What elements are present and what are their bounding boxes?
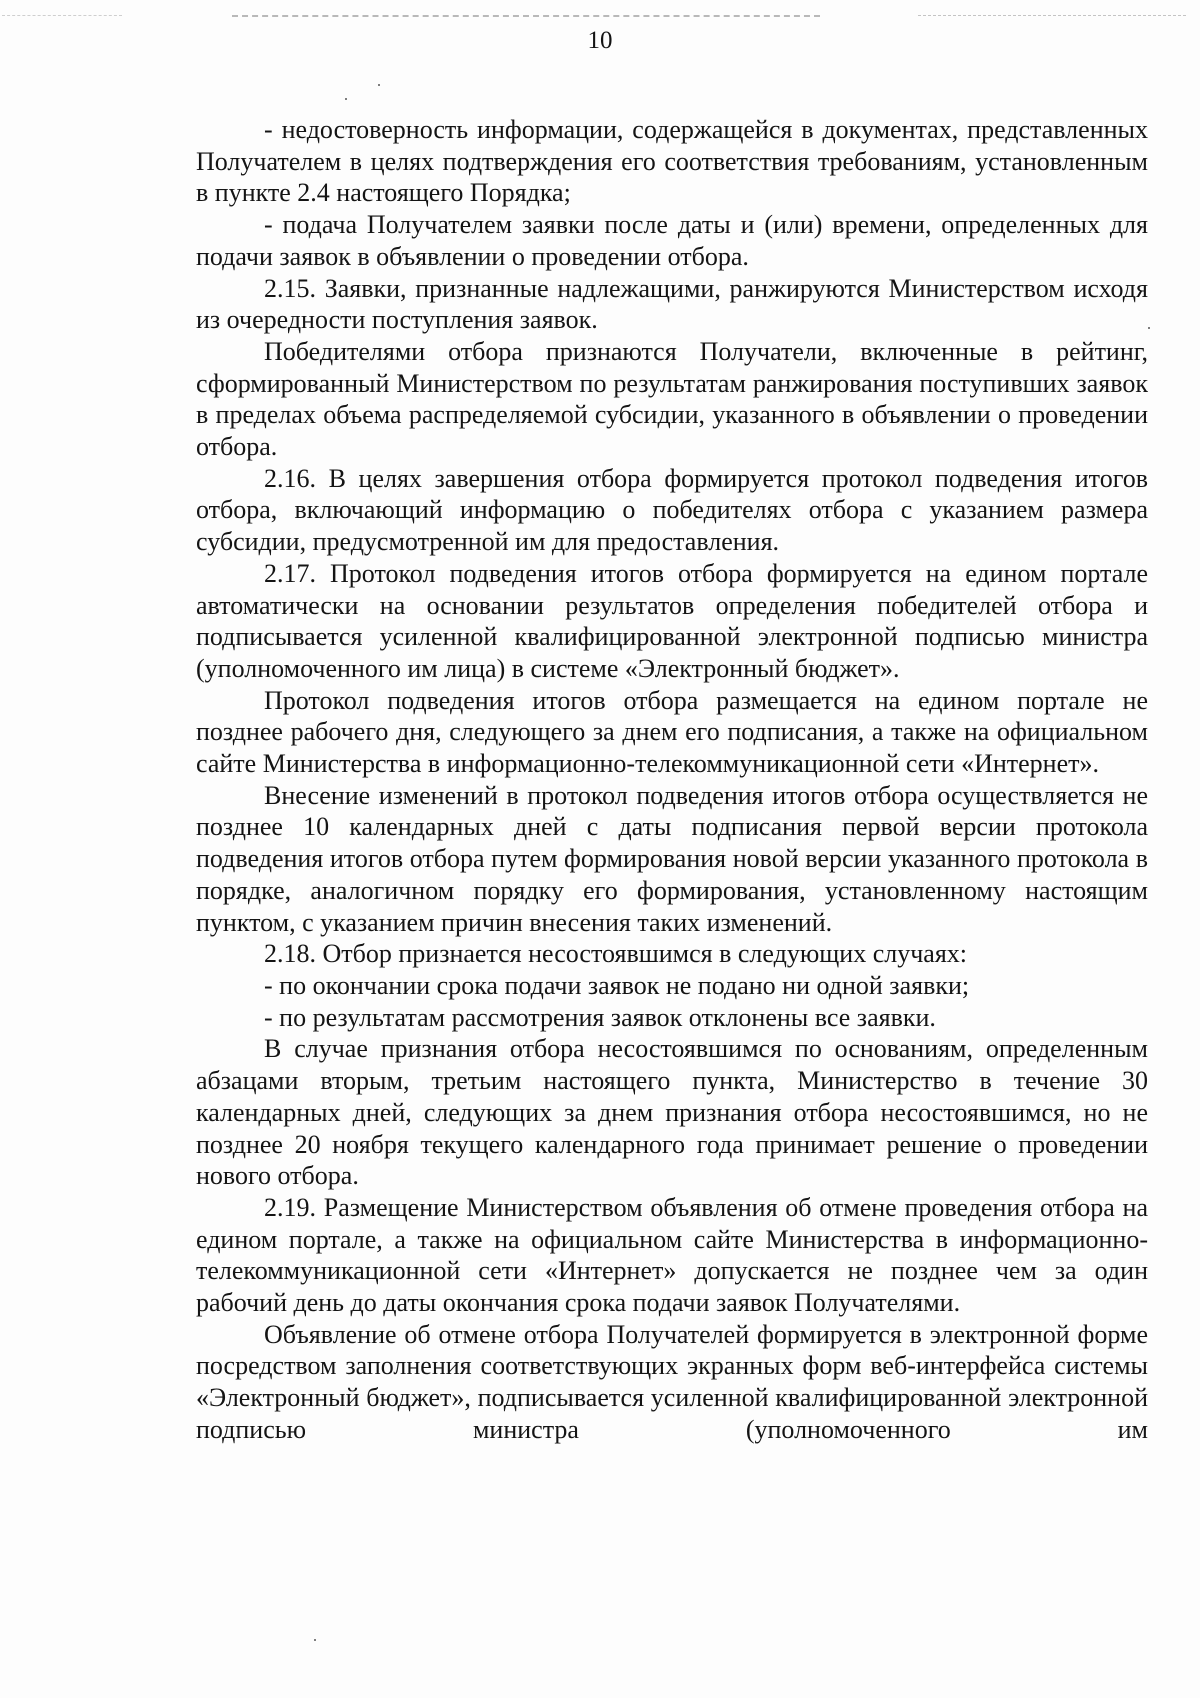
paragraph: Победителями отбора признаются Получатели, включенные в рейтинг, сформированный Министерством по результатам ранжирования поступивших заявок в пределах объема распределяемой субсидии, указанного в объявлении о проведении отбора. (196, 336, 1148, 462)
scan-artifact-right (918, 15, 1186, 16)
page-number: 10 (587, 27, 613, 54)
paragraph: 2.19. Размещение Министерством объявления об отмене проведения отбора на едином портале, а также на официальном сайте Министерства в информационно-телекоммуникационной сети «Интернет» допускается не позднее чем за один рабочий день до даты окончания срока подачи заявок Получателями. (196, 1192, 1148, 1318)
paragraph: 2.16. В целях завершения отбора формируется протокол подведения итогов отбора, включающий информацию о победителях отбора с указанием размера субсидии, предусмотренной им для предоставления. (196, 463, 1148, 557)
paragraph: - недостоверность информации, содержащейся в документах, представленных Получателем в целях подтверждения его соответствия требованиям, установленным в пункте 2.4 настоящего Порядка; (196, 115, 1148, 208)
document-body (196, 114, 1148, 1446)
paragraph: - подача Получателем заявки после даты и (или) времени, определенных для подачи заявок в объявлении о проведении отбора. (196, 210, 1148, 271)
scan-artifact-top (232, 15, 820, 17)
paragraph: Объявление об отмене отбора Получателей формируется в электронной форме посредством заполнения соответствующих экранных форм веб-интерфейса системы «Электронный бюджет», подписывается усиленной квалифицированной электронной подписью министра (уполномоченного им (196, 1319, 1148, 1444)
paragraph: Внесение изменений в протокол подведения итогов отбора осуществляется не позднее 10 календарных дней с даты подписания первой версии протокола подведения итогов отбора путем формирования новой версии указанного протокола в порядке, аналогичном порядку его формирования, установленному настоящим пунктом, с указанием причин внесения таких изменений. (196, 780, 1148, 937)
scan-speck (345, 98, 347, 100)
scan-speck (378, 84, 380, 86)
scan-speck (314, 1639, 316, 1641)
paragraph: - по результатам рассмотрения заявок отклонены все заявки. (264, 1002, 936, 1032)
scan-speck (1148, 327, 1150, 329)
paragraph: - по окончании срока подачи заявок не подано ни одной заявки; (264, 970, 970, 1000)
paragraph: Протокол подведения итогов отбора размещается на едином портале не позднее рабочего дня, следующего за днем его подписания, а также на официальном сайте Министерства в информационно-телекоммуникационной сети «Интернет». (196, 685, 1148, 779)
paragraph: В случае признания отбора несостоявшимся по основаниям, определенным абзацами вторым, третьим настоящего пункта, Министерство в течение 30 календарных дней, следующих за днем признания отбора несостоявшимся, но не позднее 20 ноября текущего календарного года принимает решение о проведении нового отбора. (196, 1034, 1148, 1191)
paragraph: 2.17. Протокол подведения итогов отбора формируется на едином портале автоматически на основании результатов определения победителей отбора и подписывается усиленной квалифицированной электронной подписью министра (уполномоченного им лица) в системе «Электронный бюджет». (196, 558, 1148, 683)
scan-artifact-left (2, 15, 122, 16)
paragraph: 2.15. Заявки, признанные надлежащими, ранжируются Министерством исходя из очередности поступления заявок. (196, 273, 1148, 335)
paragraph: 2.18. Отбор признается несостоявшимся в следующих случаях: (264, 939, 968, 969)
